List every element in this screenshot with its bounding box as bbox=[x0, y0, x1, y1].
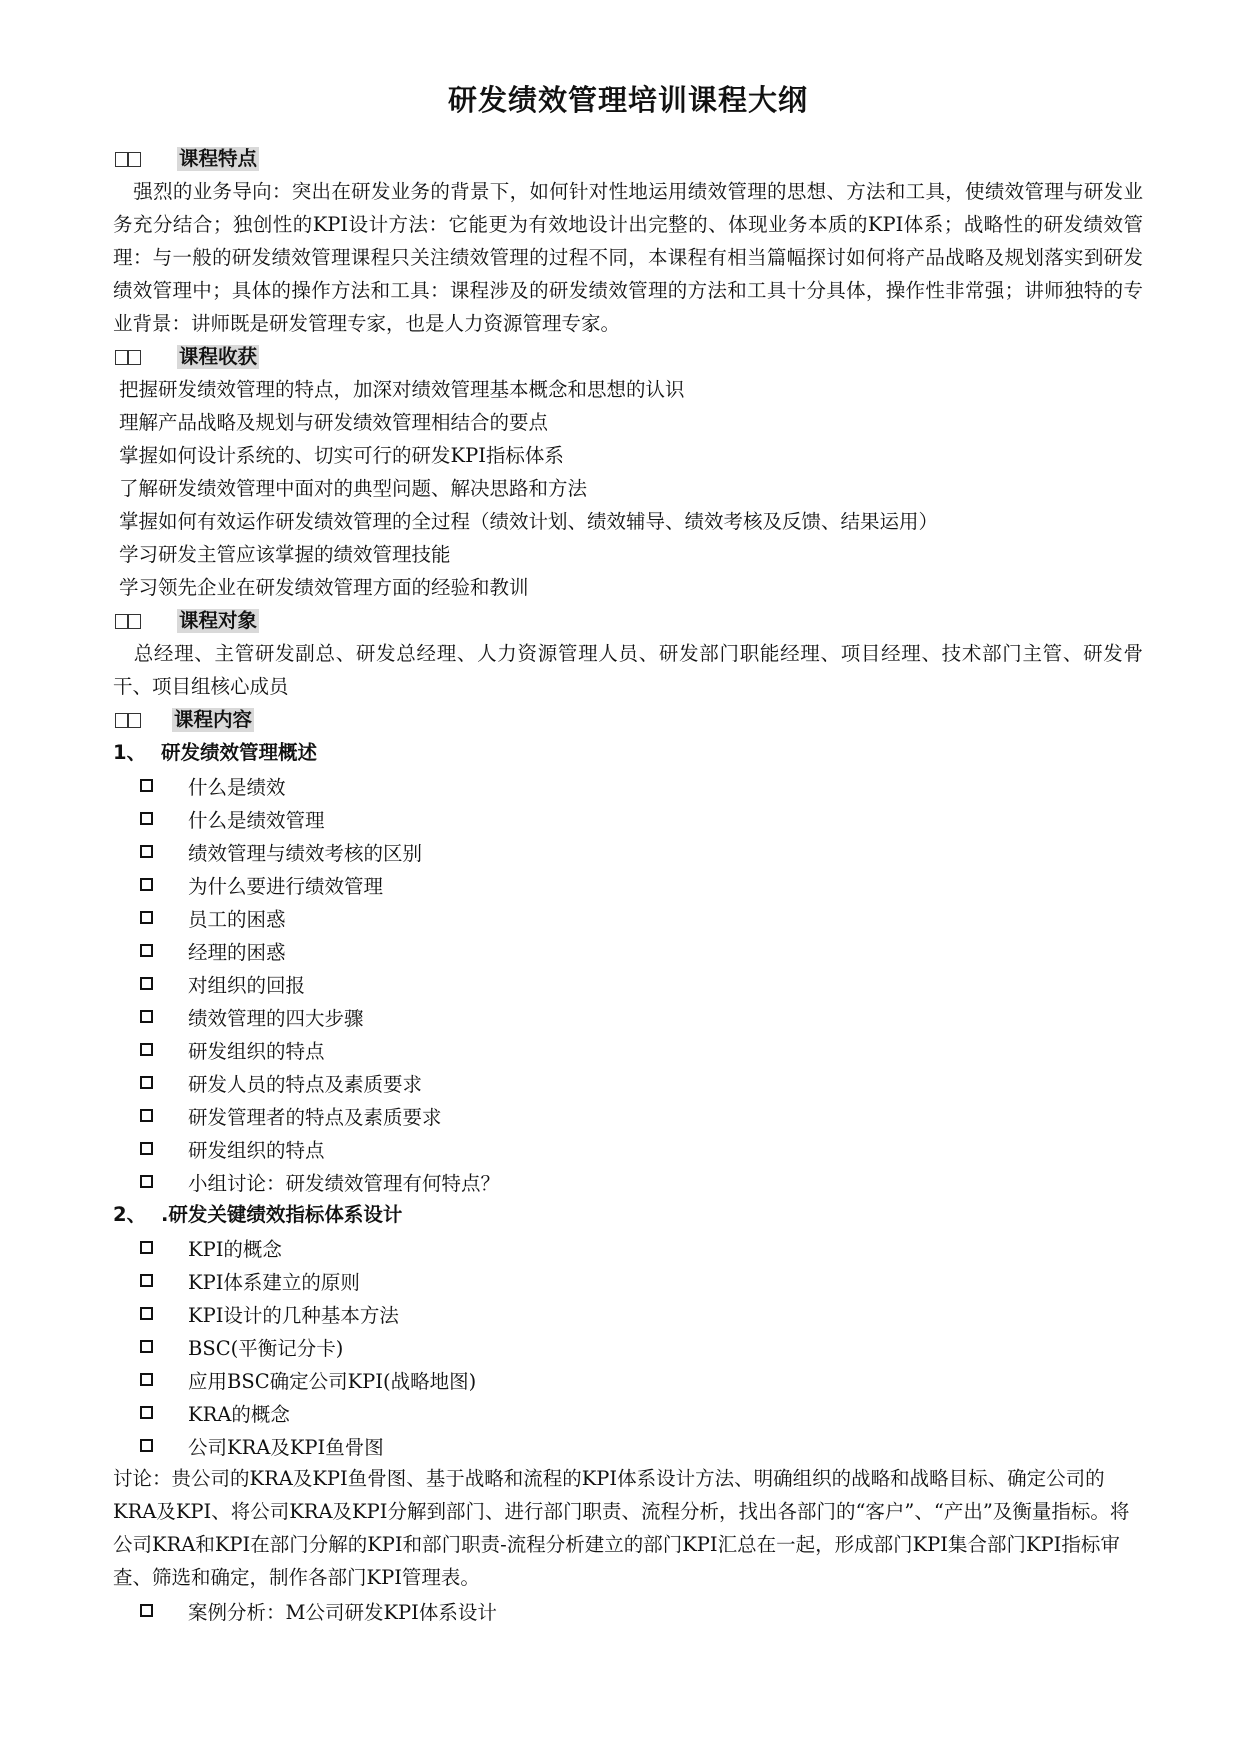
checkbox-square-icon bbox=[140, 1010, 153, 1023]
list-item bbox=[113, 868, 1143, 901]
list-item bbox=[113, 769, 1143, 802]
list-item bbox=[113, 802, 1143, 835]
gain-item: 掌握如何设计系统的、切实可行的研发KPI指标体系 bbox=[119, 444, 564, 467]
checkbox-square-icon bbox=[140, 812, 153, 825]
list-item bbox=[113, 1132, 1143, 1165]
part-1-title: 研发绩效管理概述 bbox=[161, 741, 318, 764]
list-item-text: 为什么要进行绩效管理 bbox=[188, 874, 384, 898]
checkbox-square-icon bbox=[140, 845, 153, 858]
section-gains-header bbox=[113, 340, 1143, 373]
list-item-text: 研发管理者的特点及素质要求 bbox=[188, 1105, 442, 1129]
list-item bbox=[113, 1264, 1143, 1297]
checkbox-square-icon bbox=[140, 1175, 153, 1188]
list-item-text: 小组讨论：研发绩效管理有何特点？ bbox=[188, 1171, 501, 1195]
list-item bbox=[113, 1363, 1143, 1396]
checkbox-square-icon bbox=[140, 1076, 153, 1089]
list-item-text: 研发组织的特点 bbox=[188, 1039, 325, 1063]
document-title: 研发绩效管理培训课程大纲 bbox=[447, 83, 808, 117]
gain-item: 掌握如何有效运作研发绩效管理的全过程（绩效计划、绩效辅导、绩效考核及反馈、结果运用） bbox=[119, 510, 939, 533]
list-item-text: 研发人员的特点及素质要求 bbox=[188, 1072, 423, 1096]
section-features-header bbox=[113, 142, 1143, 175]
part-2-title: .研发关键绩效指标体系设计 bbox=[161, 1203, 403, 1226]
checkbox-square-icon bbox=[140, 1373, 153, 1386]
gain-item: 了解研发绩效管理中面对的典型问题、解决思路和方法 bbox=[119, 477, 588, 500]
section-features-label: 课程特点 bbox=[179, 146, 258, 170]
checkbox-square-icon bbox=[140, 1043, 153, 1056]
section-audience-label: 课程对象 bbox=[179, 608, 258, 632]
list-item-text: 员工的困惑 bbox=[188, 907, 286, 931]
list-item-text: KPI设计的几种基本方法 bbox=[188, 1303, 399, 1327]
section-content-header bbox=[113, 703, 1143, 736]
book-icon bbox=[115, 711, 141, 729]
section-content-label: 课程内容 bbox=[174, 707, 253, 731]
list-item-text: 什么是绩效管理 bbox=[188, 808, 325, 832]
checkbox-square-icon bbox=[140, 911, 153, 924]
audience-paragraph bbox=[113, 637, 1143, 703]
section-gains-label: 课程收获 bbox=[179, 344, 258, 368]
features-paragraph bbox=[113, 175, 1143, 340]
list-item-text: KPI的概念 bbox=[188, 1237, 282, 1261]
discussion-paragraph: 讨论：贵公司的KRA及KPI鱼骨图、基于战略和流程的KPI体系设计方法、明确组织的战略和战略目标、确定公司的KRA及KPI、将公司KRA及KPI分解到部门、进行部门职责、流程分析，找出各部门的“客户”、“产出”及衡量指标。将公司KRA和KPI在部门分解的KPI和部门职责-流程分析建立的部门KPI汇总在一起，形成部门KPI集合部门KPI指标审查、筛选和确定，制作各部门KPI管理表。 bbox=[113, 1467, 1130, 1589]
checkbox-square-icon bbox=[140, 1241, 153, 1254]
list-item bbox=[113, 1396, 1143, 1429]
list-item bbox=[113, 967, 1143, 1000]
list-item-text: 经理的困惑 bbox=[188, 940, 286, 964]
list-item bbox=[113, 1330, 1143, 1363]
part-2-number: 2、 bbox=[113, 1203, 147, 1226]
document-page bbox=[113, 78, 1143, 1627]
checkbox-square-icon bbox=[140, 1307, 153, 1320]
checkbox-square-icon bbox=[140, 779, 153, 792]
checkbox-square-icon bbox=[140, 977, 153, 990]
part-2-heading bbox=[113, 1198, 1143, 1231]
list-item bbox=[113, 835, 1143, 868]
checkbox-square-icon bbox=[140, 878, 153, 891]
list-item-text: 案例分析：M公司研发KPI体系设计 bbox=[188, 1600, 497, 1624]
audience-text: 总经理、主管研发副总、研发总经理、人力资源管理人员、研发部门职能经理、项目经理、技术部门主管、研发骨干、项目组核心成员 bbox=[113, 642, 1143, 698]
list-item-text: 什么是绩效 bbox=[188, 775, 286, 799]
list-item bbox=[113, 901, 1143, 934]
list-item-text: 研发组织的特点 bbox=[188, 1138, 325, 1162]
list-item bbox=[113, 1165, 1143, 1198]
features-text: 强烈的业务导向：突出在研发业务的背景下，如何针对性地运用绩效管理的思想、方法和工具，使绩效管理与研发业务充分结合；独创性的KPI设计方法：它能更为有效地设计出完整的、体现业务本质的KPI体系；战略性的研发绩效管理：与一般的研发绩效管理课程只关注绩效管理的过程不同，本课程有相当篇幅探讨如何将产品战略及规划落实到研发绩效管理中；具体的操作方法和工具：课程涉及的研发绩效管理的方法和工具十分具体，操作性非常强；讲师独特的专业背景：讲师既是研发管理专家，也是人力资源管理专家。 bbox=[113, 180, 1143, 335]
gain-item: 理解产品战略及规划与研发绩效管理相结合的要点 bbox=[119, 411, 549, 434]
gain-item: 学习研发主管应该掌握的绩效管理技能 bbox=[119, 543, 451, 566]
list-item-text: 对组织的回报 bbox=[188, 973, 306, 997]
book-icon bbox=[115, 150, 141, 168]
list-item bbox=[113, 1231, 1143, 1264]
list-item-text: 应用BSC确定公司KPI(战略地图) bbox=[188, 1369, 477, 1393]
checkbox-square-icon bbox=[140, 944, 153, 957]
list-item-text: KRA的概念 bbox=[188, 1402, 290, 1426]
checkbox-square-icon bbox=[140, 1340, 153, 1353]
list-item bbox=[113, 1099, 1143, 1132]
list-item bbox=[113, 934, 1143, 967]
list-item bbox=[113, 1594, 1143, 1627]
list-item-text: BSC(平衡记分卡) bbox=[188, 1336, 344, 1360]
list-item-text: 绩效管理的四大步骤 bbox=[188, 1006, 364, 1030]
gain-item: 把握研发绩效管理的特点，加深对绩效管理基本概念和思想的认识 bbox=[119, 378, 685, 401]
checkbox-square-icon bbox=[140, 1109, 153, 1122]
checkbox-square-icon bbox=[140, 1439, 153, 1452]
checkbox-square-icon bbox=[140, 1406, 153, 1419]
section-audience-header bbox=[113, 604, 1143, 637]
book-icon bbox=[115, 348, 141, 366]
list-item bbox=[113, 1033, 1143, 1066]
book-icon bbox=[115, 612, 141, 630]
checkbox-square-icon bbox=[140, 1274, 153, 1287]
list-item bbox=[113, 1000, 1143, 1033]
list-item bbox=[113, 1297, 1143, 1330]
list-item bbox=[113, 1429, 1143, 1462]
checkbox-square-icon bbox=[140, 1604, 153, 1617]
part-1-heading bbox=[113, 736, 1143, 769]
list-item-text: 绩效管理与绩效考核的区别 bbox=[188, 841, 423, 865]
list-item-text: KPI体系建立的原则 bbox=[188, 1270, 360, 1294]
checkbox-square-icon bbox=[140, 1142, 153, 1155]
part-1-number: 1、 bbox=[113, 741, 147, 764]
list-item bbox=[113, 1066, 1143, 1099]
gain-item: 学习领先企业在研发绩效管理方面的经验和教训 bbox=[119, 576, 529, 599]
list-item-text: 公司KRA及KPI鱼骨图 bbox=[188, 1435, 384, 1459]
